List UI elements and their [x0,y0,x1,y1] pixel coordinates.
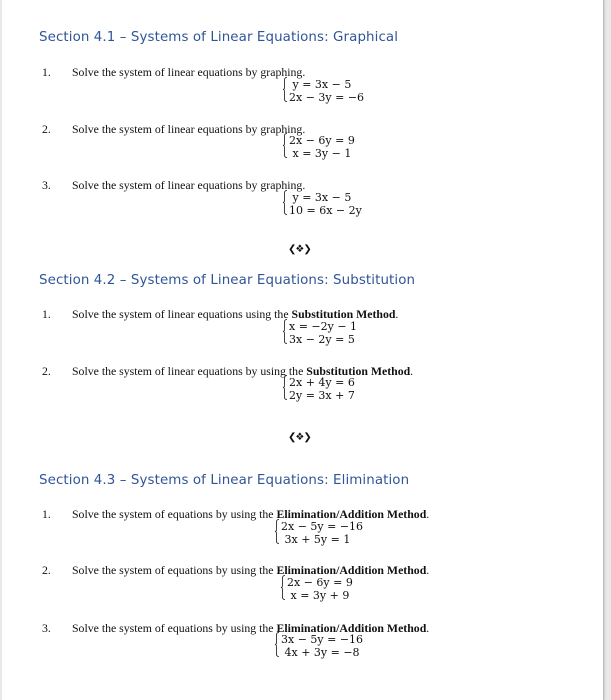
equation-1: 2x − 6y = 9 [289,134,355,147]
problem-number: 1. [42,507,51,521]
problem-number: 2. [42,563,51,577]
document-page [2,0,604,700]
brace-icon [275,519,279,544]
brace-icon [283,375,287,400]
equation-1: 3x − 5y = −16 [281,633,364,646]
problem-number: 2. [42,122,51,136]
equation-system [283,191,362,217]
equation-2: 3x + 5y = 1 [281,533,351,546]
problem-text: Solve the system of equations by using the Elimination/Addition Method. [72,621,430,635]
equation-system [275,633,363,659]
brace-icon [283,77,287,102]
equation-2: x = 3y − 1 [289,147,352,160]
brace-icon [281,575,285,600]
problem-text: Solve the system of linear equations by graphing. [72,178,306,192]
problem-text: Solve the system of linear equations by graphing. [72,65,306,79]
brace-icon [283,133,287,158]
equation-1: x = −2y − 1 [289,320,358,333]
equation-system [281,576,353,602]
section-4-1-title: Section 4.1 – Systems of Linear Equations: Graphical [39,30,399,45]
brace-icon [283,319,287,344]
section-divider-ornament: ❮❖❯ [288,432,311,443]
equation-2: 2y = 3x + 7 [289,389,355,402]
equation-system [283,134,355,160]
equation-system [283,78,364,104]
equation-2: x = 3y + 9 [287,589,350,602]
equation-2: 10 = 6x − 2y [289,204,362,217]
equation-2: 3x − 2y = 5 [289,333,355,346]
problem-number: 3. [42,178,51,192]
equation-1: 2x − 6y = 9 [287,576,353,589]
problem-number: 1. [42,307,51,321]
brace-icon [283,190,287,215]
section-4-2-title: Section 4.2 – Systems of Linear Equations: Substitution [39,273,416,288]
problem-number: 3. [42,621,51,635]
equation-2: 2x − 3y = −6 [289,91,365,104]
equation-1: y = 3x − 5 [289,191,352,204]
equation-system [275,520,363,546]
section-divider-ornament: ❮❖❯ [288,244,311,255]
problem-text: Solve the system of linear equations using the Substitution Method. [72,307,399,321]
equation-1: 2x + 4y = 6 [289,376,355,389]
equation-system [283,320,357,346]
brace-icon [275,632,279,657]
section-4-3-title: Section 4.3 – Systems of Linear Equations: Elimination [39,473,410,488]
equation-1: 2x − 5y = −16 [281,520,364,533]
equation-1: y = 3x − 5 [289,78,352,91]
problem-text: Solve the system of linear equations by using the Substitution Method. [72,364,414,378]
equation-system [283,376,355,402]
equation-2: 4x + 3y = −8 [281,646,360,659]
problem-number: 2. [42,364,51,378]
problem-text: Solve the system of equations by using the Elimination/Addition Method. [72,507,430,521]
problem-text: Solve the system of linear equations by graphing. [72,122,306,136]
problem-number: 1. [42,65,51,79]
problem-text: Solve the system of equations by using the Elimination/Addition Method. [72,563,430,577]
